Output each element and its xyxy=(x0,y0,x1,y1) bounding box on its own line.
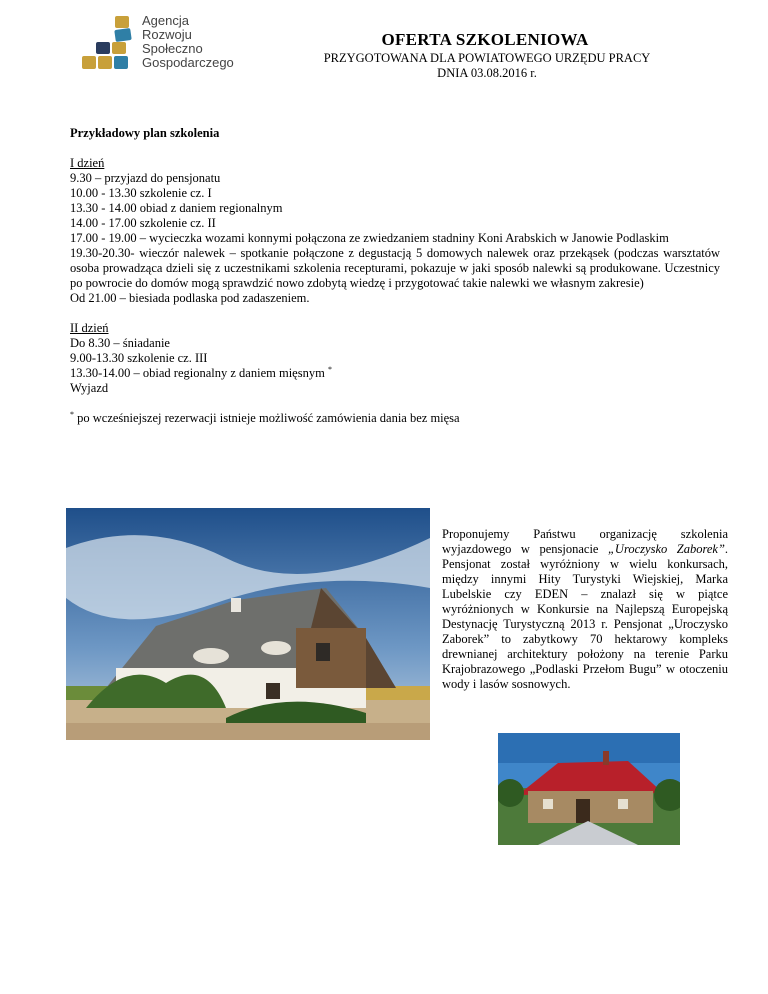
logo-line-4: Gospodarczego xyxy=(142,55,234,70)
day-1-item: Od 21.00 – biesiada podlaska pod zadaszeniem. xyxy=(70,291,310,305)
day-2-item: 13.30-14.00 – obiad regionalny z daniem mięsnym xyxy=(70,366,325,380)
footnote xyxy=(70,411,720,426)
day-2-item: Do 8.30 – śniadanie xyxy=(70,336,170,350)
training-plan xyxy=(70,126,720,426)
footnote-mark: * xyxy=(70,409,74,419)
footnote-marker: * xyxy=(327,364,332,374)
day-2-item-with-note xyxy=(70,366,720,381)
page-subtitle xyxy=(300,51,674,81)
description-intro: Proponujemy Państwu organizację szkolenia wyjazdowego w pensjonacie xyxy=(442,527,728,556)
day-1-item: 19.30-20.30- wieczór nalewek – spotkanie połączone z degustacją 5 domowych nalewek oraz przekąsek (podczas warsztatów osoba prowadząca dzieli się z uczestnikami szkolenia recepturami, pokazuje w jaki sposób nalewki są produkowane. Uczestnicy po powrocie do domów mogą sprawdzić nowo zdobytą wiedzę i przygotować takie nalewki we własnym zakresie) xyxy=(70,246,720,290)
page-title: OFERTA SZKOLENIOWA xyxy=(381,30,589,49)
guesthouse-name: „Uroczysko Zaborek” xyxy=(607,542,725,556)
guesthouse-description xyxy=(442,527,728,692)
organization-logo xyxy=(82,14,272,74)
logo-line-1: Agencja xyxy=(142,13,189,28)
day-1-item: 9.30 – przyjazd do pensjonatu xyxy=(70,171,221,185)
day-1-item: 14.00 - 17.00 szkolenie cz. II xyxy=(70,216,216,230)
description-body: . Pensjonat został wyróżniony w wielu konkursach, między innymi Hity Turystyki Wiejskiej, Marka Lubelskie czy EDEN – znalazł się w piątce wyróżnionych w Konkursie na Najlepszą Europejską Destynację Turystyczną 2013 r. Pensjonat „Uroczysko Zaborek” to zabytkowy 70 hektarowy kompleks drewnianej architektury położony na terenie Parku Krajobrazowego „Podlaski Przełom Bugu” w otoczeniu wody i lasów sosnowych. xyxy=(442,542,729,691)
day-1-item: 17.00 - 19.00 – wycieczka wozami konnymi połączona ze zwiedzaniem stadniny Koni Arabskich w Janowie Podlaskim xyxy=(70,231,669,245)
day-1-label: I dzień xyxy=(70,156,105,170)
logo-mark-icon xyxy=(82,14,138,72)
day-2-item: Wyjazd xyxy=(70,381,109,395)
day-2-label: II dzień xyxy=(70,321,109,335)
logo-line-3: Społeczno xyxy=(142,41,203,56)
red-roof-house-photo xyxy=(498,733,680,845)
logo-line-2: Rozwoju xyxy=(142,27,192,42)
subtitle-line-2: DNIA 03.08.2016 r. xyxy=(437,66,537,80)
day-1-item: 10.00 - 13.30 szkolenie cz. I xyxy=(70,186,212,200)
day-1-item: 13.30 - 14.00 obiad z daniem regionalnym xyxy=(70,201,283,215)
day-2-item: 9.00-13.30 szkolenie cz. III xyxy=(70,351,208,365)
guesthouse-photo xyxy=(66,508,430,740)
plan-heading: Przykładowy plan szkolenia xyxy=(70,126,220,140)
footnote-text: po wcześniejszej rezerwacji istnieje możliwość zamówienia dania bez mięsa xyxy=(77,411,460,425)
subtitle-line-1: PRZYGOTOWANA DLA POWIATOWEGO URZĘDU PRACY xyxy=(323,51,651,65)
